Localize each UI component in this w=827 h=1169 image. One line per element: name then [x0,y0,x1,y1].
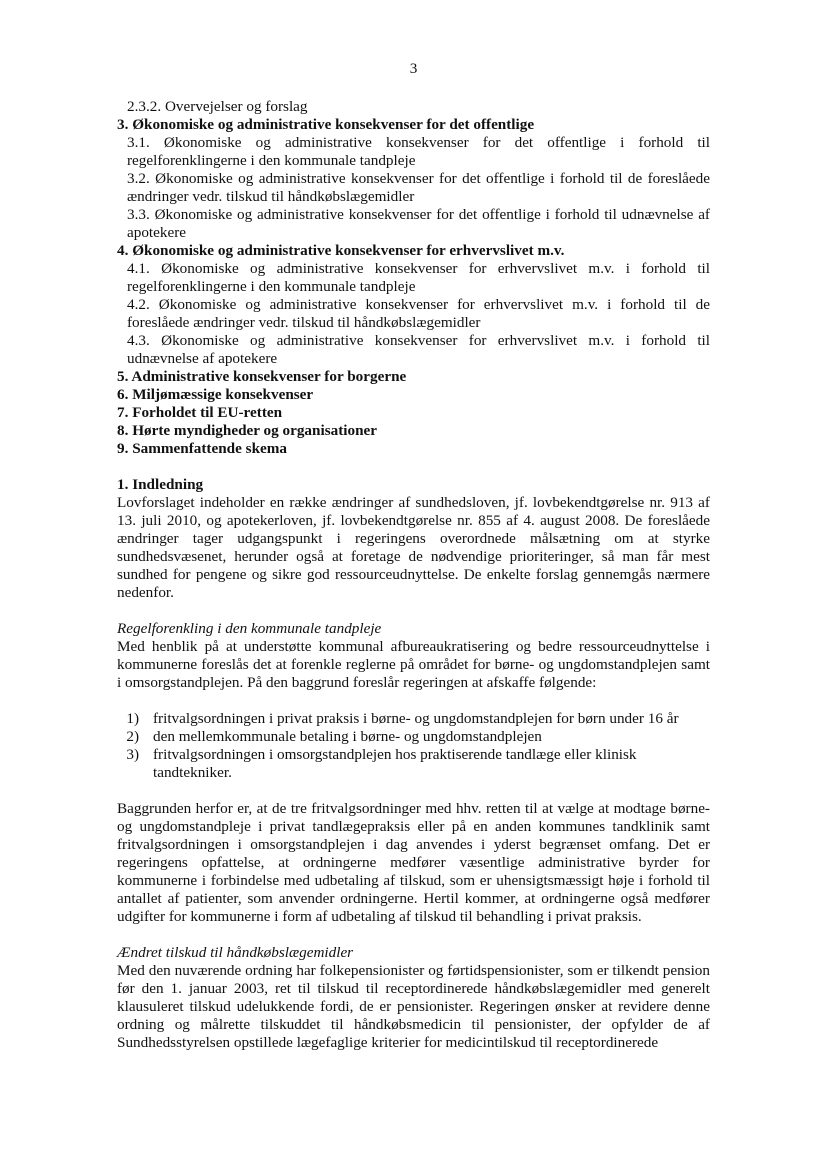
list-item [117,728,710,746]
intro-heading: 1. Indledning [117,476,204,493]
table-of-contents [117,98,710,458]
tandpleje-paragraph: Med henblik på at understøtte kommunal afbureaukratisering og bedre ressourceudnyttelse i kommunerne foreslås det at forenkle reglerne på området for børne- og ungdomstandplejen samt i omsorgstandplejen. På den baggrund foreslår regeringen at afskaffe følgende: [117,638,710,691]
list-number: 1) [126,710,139,727]
toc-item: 3.1. Økonomiske og administrative konsekvenser for det offentlige i forhold til regelforenklingerne i den kommunale tandpleje [127,134,710,169]
intro-paragraph: Lovforslaget indeholder en række ændringer af sundhedsloven, jf. lovbekendtgørelse nr. 913 af 13. juli 2010, og apotekerloven, jf. lovbekendtgørelse nr. 855 af 4. august 2008. De foreslåede ændringer tager udgangspunkt i regeringens overordnede målsætning om at styrke sundhedsvæsenet, herunder også at foretage de nødvendige prioriteringer, så man får mest sundhed for pengene og sikre god ressourceudnyttelse. De enkelte forslag gennemgås nærmere nedenfor. [117,494,710,601]
list-text: fritvalgsordningen i omsorgstandplejen hos praktiserende tandlæge eller klinisk tandtekniker. [153,746,637,781]
toc-item: 4.1. Økonomiske og administrative konsekvenser for erhvervslivet m.v. i forhold til regelforenklingerne i den kommunale tandpleje [127,260,710,295]
toc-item: 9. Sammenfattende skema [117,440,287,457]
tandpleje-paragraph-2: Baggrunden herfor er, at de tre fritvalgsordninger med hhv. retten til at vælge at modtage børne- og ungdomstandpleje i privat tandlægepraksis eller på en anden kommunes tandklinik samt fritvalgsordningen i omsorgstandplejen i dag anvendes i yderst begrænset omfang. Det er regeringens opfattelse, at ordningerne medfører væsentlige administrative byrder for kommunerne i forbindelse med udbetaling af tilskud, som er uhensigtsmæssigt høje i forhold til antallet af patienter, som anvender ordningerne. Hertil kommer, at ordningerne også medfører udgifter for kommunerne i form af udbetaling af tilskud til behandling i privat praksis. [117,800,710,925]
list-item [117,746,710,782]
toc-item: 5. Administrative konsekvenser for borgerne [117,368,407,385]
haandkoeb-subheading: Ændret tilskud til håndkøbslægemidler [117,944,354,961]
toc-item: 3. Økonomiske og administrative konsekvenser for det offentlige [117,116,535,133]
toc-item: 4. Økonomiske og administrative konsekvenser for erhvervslivet m.v. [117,242,565,259]
list-text: fritvalgsordningen i privat praksis i børne- og ungdomstandplejen for børn under 16 år [153,710,679,727]
abolish-list [117,710,710,782]
toc-item: 6. Miljømæssige konsekvenser [117,386,314,403]
toc-item: 3.2. Økonomiske og administrative konsekvenser for det offentlige i forhold til de foreslåede ændringer vedr. tilskud til håndkøbslægemidler [127,170,710,205]
toc-item: 3.3. Økonomiske og administrative konsekvenser for det offentlige i forhold til udnævnelse af apotekere [127,206,710,241]
toc-item: 7. Forholdet til EU-retten [117,404,283,421]
toc-item: 4.3. Økonomiske og administrative konsekvenser for erhvervslivet m.v. i forhold til udnævnelse af apotekere [127,332,710,367]
tandpleje-subheading: Regelforenkling i den kommunale tandpleje [117,620,382,637]
list-number: 2) [126,728,139,745]
document-body [117,98,710,1052]
toc-item: 2.3.2. Overvejelser og forslag [127,98,308,115]
list-item [117,710,710,728]
list-number: 3) [126,746,139,763]
list-text: den mellemkommunale betaling i børne- og ungdomstandplejen [153,728,542,745]
toc-item: 4.2. Økonomiske og administrative konsekvenser for erhvervslivet m.v. i forhold til de foreslåede ændringer vedr. tilskud til håndkøbslægemidler [127,296,710,331]
toc-item: 8. Hørte myndigheder og organisationer [117,422,377,439]
page-number: 3 [409,60,418,77]
haandkoeb-paragraph: Med den nuværende ordning har folkepensionister og førtidspensionister, som er tilkendt pension før den 1. januar 2003, ret til tilskud til receptordinerede håndkøbslægemidler med generelt klausuleret tilskud udelukkende fordi, de er pensionister. Regeringen ønsker at revidere denne ordning og målrette tilskuddet til håndkøbsmedicin til pensionister, der opfylder de af Sundhedsstyrelsen opstillede lægefaglige kriterier for medicintilskud til receptordinerede [117,962,710,1051]
